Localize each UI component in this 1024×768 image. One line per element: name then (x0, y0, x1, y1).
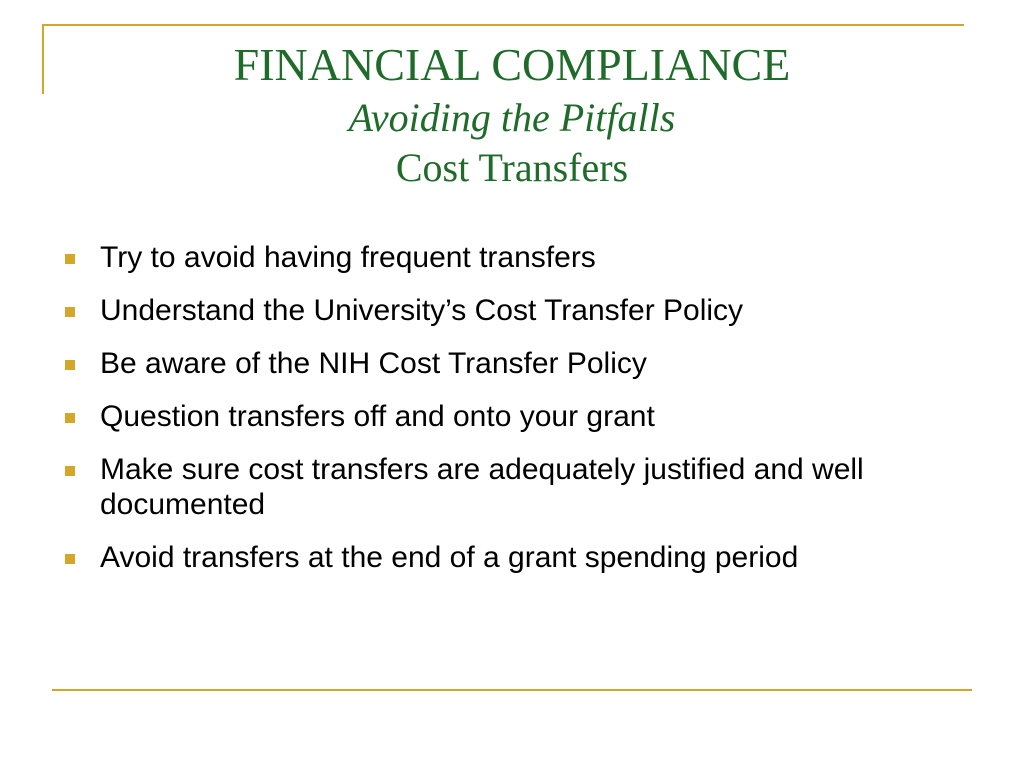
bullet-list (60, 240, 990, 593)
slide-subtitle: Avoiding the Pitfalls (348, 95, 676, 140)
bullet-text: Make sure cost transfers are adequately justified and well documented (100, 453, 864, 521)
bullet-text: Question transfers off and onto your grant (100, 400, 655, 433)
slide-title: FINANCIAL COMPLIANCE (233, 39, 791, 90)
square-bullet-icon (65, 307, 75, 317)
square-bullet-icon (65, 360, 75, 370)
slide-subtitle-secondary: Cost Transfers (395, 145, 629, 190)
bullet-text: Be aware of the NIH Cost Transfer Policy (100, 347, 647, 380)
bullet-item (60, 346, 990, 381)
square-bullet-icon (65, 413, 75, 423)
bottom-frame-line (52, 689, 972, 691)
bullet-text: Understand the University’s Cost Transfer Policy (100, 294, 744, 327)
bullet-item (60, 293, 990, 328)
square-bullet-icon (65, 466, 75, 476)
bullet-item (60, 540, 990, 575)
bullet-item (60, 452, 990, 522)
bullet-item (60, 399, 990, 434)
top-frame-line (42, 24, 964, 26)
slide-title-block (50, 38, 974, 192)
square-bullet-icon (65, 554, 75, 564)
bullet-item (60, 240, 990, 275)
square-bullet-icon (65, 254, 75, 264)
left-frame-line (42, 24, 44, 94)
bullet-text: Try to avoid having frequent transfers (100, 241, 596, 274)
bullet-text: Avoid transfers at the end of a grant spending period (100, 541, 799, 574)
